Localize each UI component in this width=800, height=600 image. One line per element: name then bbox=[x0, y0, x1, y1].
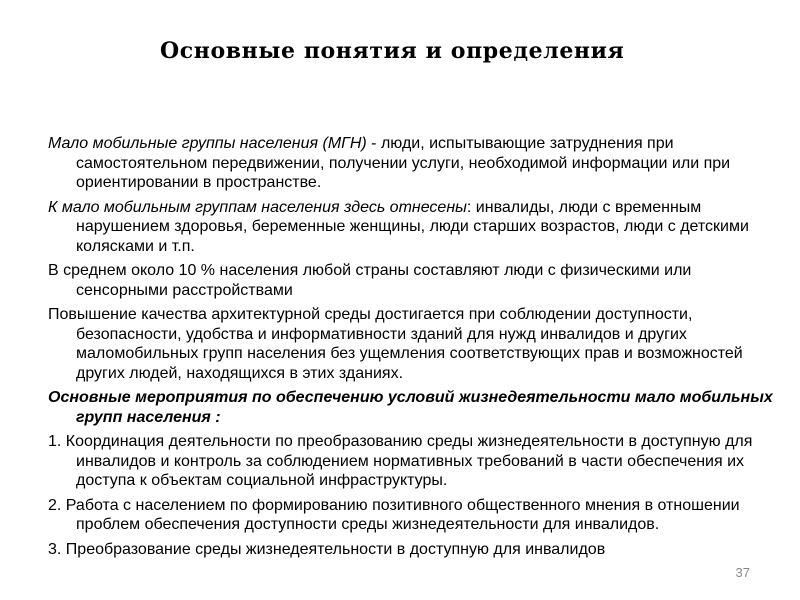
term-mgn-groups: К мало мобильным группам населения здесь отнесены bbox=[48, 198, 467, 216]
slide-body bbox=[48, 134, 783, 564]
slide-title: Основные понятия и определения bbox=[160, 38, 625, 64]
paragraph-mgn-definition bbox=[48, 134, 783, 193]
paragraph-mgn-groups bbox=[48, 198, 783, 257]
paragraph-quality: Повышение качества архитектурной среды достигается при соблюдении доступности, безопасности, удобства и информативности зданий для нужд инвалидов и других маломобильных групп населения без ущемления соответствующих прав и возможностей других людей, находящихся в этих зданиях. bbox=[48, 306, 743, 382]
groups-list: : инвалиды, люди с временным нарушением здоровья, беременные женщины, люди старших возрастов, люди с детскими колясками и т.п. bbox=[76, 198, 749, 255]
term-mgn: Мало мобильные группы населения (МГН) bbox=[48, 135, 367, 152]
list-item-2: 2. Работа с населением по формированию позитивного общественного мнения в отношении проблем обеспечения доступности среды жизнедеятельности для инвалидов. bbox=[48, 496, 740, 533]
list-item-1: 1. Координация деятельности по преобразованию среды жизнедеятельности в доступную для инвалидов и контроль за соблюдением нормативных требований в части обеспечения их доступа к объектам социальной инфраструктуры. bbox=[48, 433, 753, 489]
page-number: 37 bbox=[735, 565, 750, 580]
definition-mgn: - люди, испытывающие затруднения при самостоятельном передвижении, получении услуги, необходимой информации или при ориентировании в пространстве. bbox=[76, 135, 731, 191]
paragraph-statistics: В среднем около 10 % населения любой страны составляют люди с физическими или сенсорными расстройствами bbox=[48, 262, 692, 299]
paragraph-measures-heading: Основные мероприятия по обеспечению условий жизнедеятельности мало мобильных групп населения : bbox=[48, 389, 773, 426]
list-item-3: 3. Преобразование среды жизнедеятельности в доступную для инвалидов bbox=[48, 540, 606, 558]
